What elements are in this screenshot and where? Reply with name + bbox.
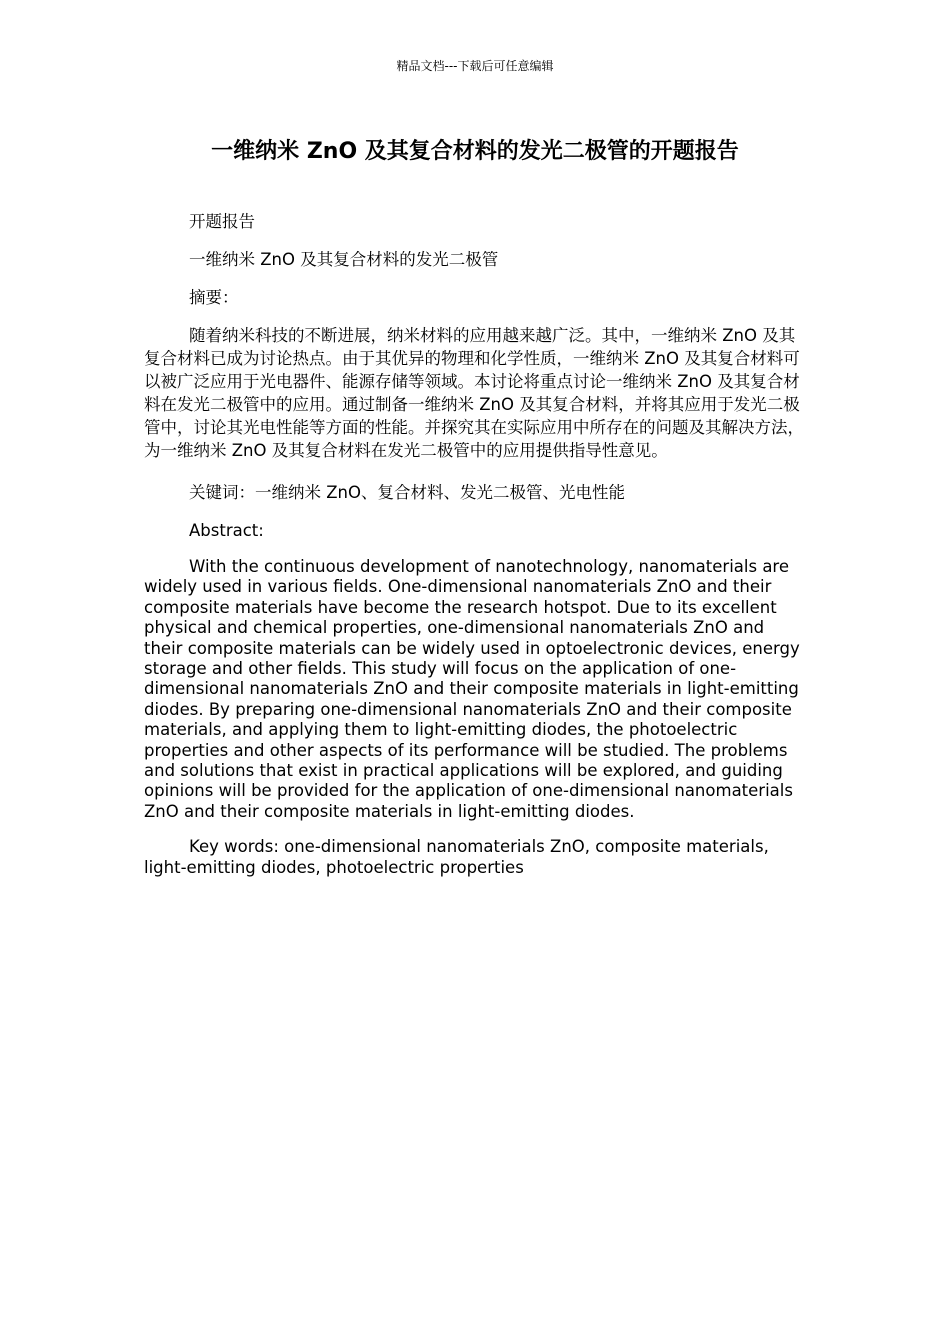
section-label: 开题报告 xyxy=(189,212,255,231)
abstract-en-paragraph: With the continuous development of nanotechnology, nanomaterials are widely used in various fields. One-dimensional nanomaterials ZnO and their composite materials have become the research hotspot. Due to its excellent physical and chemical properties, one-dimensional nanomaterials ZnO and their composite materials can be widely used in optoelectronic devices, energy storage and other fields. This study will focus on the application of one-dimensional nanomaterials ZnO and their composite materials in light-emitting diodes. By preparing one-dimensional nanomaterials ZnO and their composite materials, and applying them to light-emitting diodes, the photoelectric properties and other aspects of its performance will be studied. The problems and solutions that exist in practical applications will be explored, and guiding opinions will be provided for the application of one-dimensional nanomaterials ZnO and their composite materials in light-emitting diodes. xyxy=(144,557,800,821)
page-header: 精品文档---下载后可任意编辑 xyxy=(396,59,554,73)
report-subtitle: 一维纳米 ZnO 及其复合材料的发光二极管 xyxy=(189,250,499,269)
abstract-cn-paragraph: 随着纳米科技的不断进展，纳米材料的应用越来越广泛。其中，一维纳米 ZnO 及其复合材料已成为讨论热点。由于其优异的物理和化学性质，一维纳米 ZnO 及其复合材料可以被广泛应用于光电器件、能源存储等领域。本讨论将重点讨论一维纳米 ZnO 及其复合材料在发光二极管中的应用。通过制备一维纳米 ZnO 及其复合材料，并将其应用于发光二极管中，讨论其光电性能等方面的性能。并探究其在实际应用中所存在的问题及其解决方法，为一维纳米 ZnO 及其复合材料在发光二极管中的应用提供指导性意见。 xyxy=(144,326,804,460)
abstract-en-label: Abstract: xyxy=(189,521,264,540)
document-title: 一维纳米 ZnO 及其复合材料的发光二极管的开题报告 xyxy=(211,139,739,164)
document-body xyxy=(144,210,806,893)
keywords-cn: 关键词：一维纳米 ZnO、复合材料、发光二极管、光电性能 xyxy=(189,483,625,502)
keywords-en: Key words: one-dimensional nanomaterials ZnO, composite materials, light-emitting diodes, photoelectric properties xyxy=(144,837,769,877)
abstract-cn-label: 摘要： xyxy=(189,288,239,307)
